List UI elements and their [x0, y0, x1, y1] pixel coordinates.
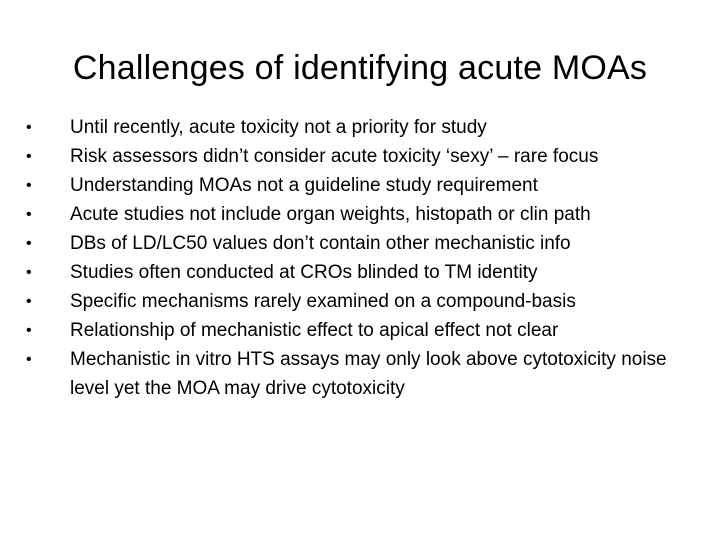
- bullet-icon: •: [26, 293, 32, 310]
- bullet-icon: •: [26, 322, 32, 339]
- bullet-text: Mechanistic in vitro HTS assays may only look above cytotoxicity noise level yet the MOA may drive cytotoxicity: [70, 349, 667, 399]
- bullet-item: [26, 229, 706, 258]
- bullet-icon: •: [26, 264, 32, 281]
- bullet-text: Acute studies not include organ weights, histopath or clin path: [70, 204, 591, 225]
- slide-title: Challenges of identifying acute MOAs: [72, 49, 648, 87]
- bullet-item: [26, 171, 706, 200]
- bullet-text: Specific mechanisms rarely examined on a compound-basis: [70, 291, 576, 312]
- bullet-text: Until recently, acute toxicity not a priority for study: [70, 117, 487, 138]
- bullet-text: Understanding MOAs not a guideline study requirement: [70, 175, 538, 196]
- bullet-icon: •: [26, 206, 32, 223]
- bullet-item: [26, 287, 706, 316]
- bullet-icon: •: [26, 235, 32, 252]
- bullet-list: [26, 113, 706, 403]
- bullet-item: [26, 258, 706, 287]
- bullet-text: Relationship of mechanistic effect to apical effect not clear: [70, 320, 559, 341]
- bullet-text: Studies often conducted at CROs blinded to TM identity: [70, 262, 538, 283]
- bullet-item: [26, 113, 706, 142]
- bullet-icon: •: [26, 119, 32, 136]
- bullet-icon: •: [26, 177, 32, 194]
- bullet-icon: •: [26, 351, 32, 368]
- bullet-item: [26, 142, 706, 171]
- bullet-item: [26, 200, 706, 229]
- bullet-text: DBs of LD/LC50 values don’t contain other mechanistic info: [70, 233, 571, 254]
- bullet-item: [26, 316, 706, 345]
- bullet-item: [26, 345, 706, 403]
- bullet-icon: •: [26, 148, 32, 165]
- bullet-text: Risk assessors didn’t consider acute toxicity ‘sexy’ – rare focus: [70, 146, 599, 167]
